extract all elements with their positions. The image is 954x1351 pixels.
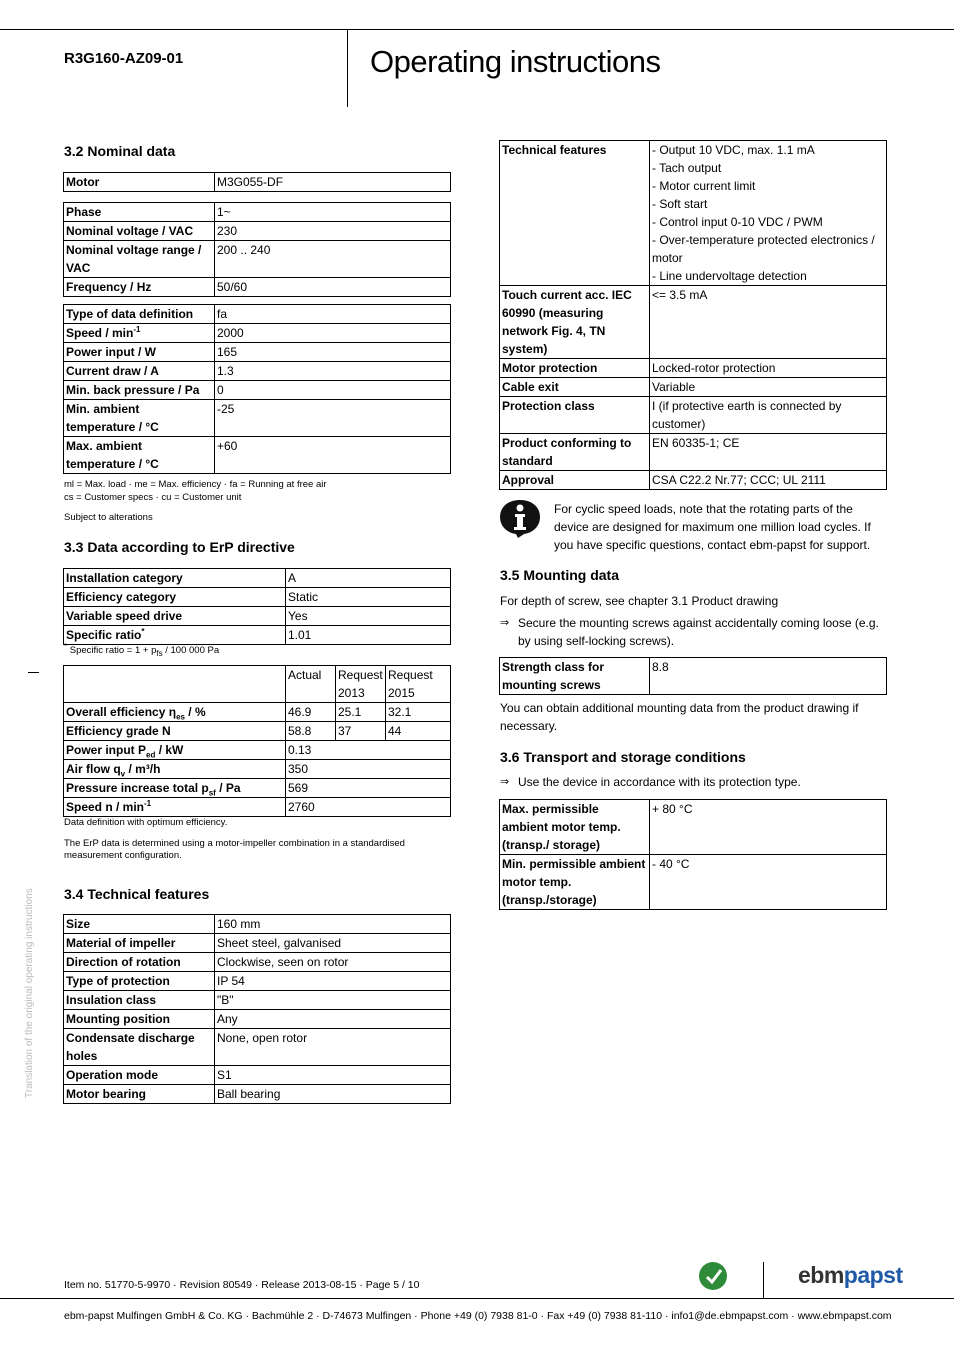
model-number: R3G160-AZ09-01	[64, 50, 184, 67]
transport-storage-table	[499, 799, 887, 910]
feature-item: - Tach output	[652, 161, 722, 175]
transport-bullet	[500, 773, 888, 791]
row-label: Variable speed drive	[64, 607, 286, 626]
ebmpapst-logo: ebmpapst	[798, 1262, 903, 1288]
row-label: Power input / W	[64, 343, 215, 362]
row-value: Yes	[286, 607, 451, 626]
table-row	[64, 1010, 451, 1029]
row-label: Min. back pressure / Pa	[64, 381, 215, 400]
table-row	[64, 324, 451, 343]
row-value: Ball bearing	[215, 1085, 451, 1104]
arrow-bullet-icon: ⇒	[500, 617, 510, 629]
table-row	[64, 569, 451, 588]
table-row	[64, 588, 451, 607]
mounting-bullet	[500, 614, 888, 650]
row-label: Nominal voltage / VAC	[64, 222, 215, 241]
value-r2015: 44	[386, 722, 451, 741]
feature-item: - Control input 0-10 VDC / PWM	[652, 215, 823, 229]
footer-item-info: Item no. 51770-5-9970 · Revision 80549 · Release 2013-08-15 · Page 5 / 10	[64, 1279, 420, 1291]
table-row	[500, 800, 887, 855]
row-value: fa	[215, 305, 451, 324]
empty-header-cell	[64, 666, 286, 703]
row-label: Max. permissible ambient motor temp. (transp./ storage)	[500, 800, 650, 855]
table-row	[64, 953, 451, 972]
table-row	[64, 703, 451, 722]
feature-item: - Output 10 VDC, max. 1.1 mA	[652, 143, 815, 157]
technical-features-list	[650, 141, 887, 286]
row-label: Max. ambient temperature / °C	[64, 437, 215, 474]
row-label: Approval	[500, 471, 650, 490]
row-value: Any	[215, 1010, 451, 1029]
row-value: Sheet steel, galvanised	[215, 934, 451, 953]
row-label: Motor	[64, 173, 215, 192]
section-heading-erp: 3.3 Data according to ErP directive	[64, 539, 295, 555]
erp-measurement-note: The ErP data is determined using a motor-impeller combination in a standardised measurement configuration.	[64, 838, 405, 861]
row-label: Size	[64, 915, 215, 934]
row-label: Technical features	[500, 141, 650, 286]
info-icon	[498, 498, 542, 538]
technical-features-table	[63, 914, 451, 1104]
row-label: Operation mode	[64, 1066, 215, 1085]
row-label: Overall efficiency $\eta_{es}$ / %	[64, 703, 286, 722]
row-label: Cable exit	[500, 378, 650, 397]
mounting-paragraph-2: You can obtain additional mounting data from the product drawing if necessary.	[500, 701, 859, 733]
table-row	[500, 658, 887, 695]
row-label: Efficiency category	[64, 588, 286, 607]
value-r2013: 25.1	[336, 703, 386, 722]
table-row	[64, 173, 451, 192]
row-value: 569	[286, 779, 451, 798]
table-row	[64, 241, 451, 278]
logo-divider	[763, 1262, 764, 1299]
cyclic-load-notice: For cyclic speed loads, note that the rotating parts of the device are designed for maximum one million load cycles. If you have specific questions, contact ebm-papst for support.	[554, 502, 871, 552]
data-definition-note: Data definition with optimum efficiency.	[64, 817, 228, 828]
feature-item: - Over-temperature protected electronics / motor	[652, 233, 875, 265]
operating-data-table	[63, 304, 451, 474]
feature-item: - Motor current limit	[652, 179, 756, 193]
row-value: S1	[215, 1066, 451, 1085]
electrical-table	[63, 202, 451, 297]
table-row	[64, 400, 451, 437]
table-row	[64, 760, 451, 779]
row-value: Variable	[650, 378, 887, 397]
feature-item: - Soft start	[652, 197, 708, 211]
row-label: Material of impeller	[64, 934, 215, 953]
table-row	[64, 1029, 451, 1066]
specific-ratio-note: * Specific ratio = $1 + p_{fs} / 100$ 000 Pa	[64, 641, 220, 658]
row-value: -25	[215, 400, 451, 437]
erp-efficiency-table	[63, 665, 451, 817]
row-value: - 40 °C	[650, 855, 887, 910]
feature-item: - Line undervoltage detection	[652, 269, 807, 283]
bullet-text: Use the device in accordance with its protection type.	[518, 775, 801, 789]
header-rule	[0, 29, 954, 30]
row-value: 0	[215, 381, 451, 400]
row-label: Protection class	[500, 397, 650, 434]
row-value: +60	[215, 437, 451, 474]
row-value: 2000	[215, 324, 451, 343]
section-heading-technical-features: 3.4 Technical features	[64, 886, 210, 902]
page-title: Operating instructions	[370, 44, 661, 79]
row-label: Installation category	[64, 569, 286, 588]
row-value: None, open rotor	[215, 1029, 451, 1066]
table-row	[500, 378, 887, 397]
row-label: Power input $P_{ed}$ / kW	[64, 741, 286, 760]
row-label: Current draw / A	[64, 362, 215, 381]
table-row	[500, 359, 887, 378]
table-row	[64, 915, 451, 934]
row-value: + 80 °C	[650, 800, 887, 855]
row-label: Direction of rotation	[64, 953, 215, 972]
row-label: Type of protection	[64, 972, 215, 991]
table-row	[64, 972, 451, 991]
row-value: 1~	[215, 203, 451, 222]
table-row	[500, 141, 887, 286]
row-label: Nominal voltage range / VAC	[64, 241, 215, 278]
row-value: 2760	[286, 798, 451, 817]
legend-line-2: cs = Customer specs · cu = Customer unit	[64, 492, 242, 503]
sidebar-translation-note: Translation of the original operating instructions	[24, 888, 35, 1098]
row-value: M3G055-DF	[215, 173, 451, 192]
row-value: A	[286, 569, 451, 588]
section-heading-mounting-data: 3.5 Mounting data	[500, 567, 619, 583]
greentech-icon	[698, 1261, 728, 1291]
row-label: Min. permissible ambient motor temp. (transp./storage)	[500, 855, 650, 910]
mounting-screws-table	[499, 657, 887, 695]
row-value: Clockwise, seen on rotor	[215, 953, 451, 972]
row-value: "B"	[215, 991, 451, 1010]
value-actual: 58.8	[286, 722, 336, 741]
table-row	[64, 305, 451, 324]
table-row	[64, 437, 451, 474]
row-label: Efficiency grade N	[64, 722, 286, 741]
footer-rule	[0, 1298, 954, 1299]
mounting-paragraph: For depth of screw, see chapter 3.1 Product drawing	[500, 594, 779, 608]
table-row	[64, 381, 451, 400]
row-label: Product conforming to standard	[500, 434, 650, 471]
value-r2015: 32.1	[386, 703, 451, 722]
legend-line-1: ml = Max. load · me = Max. efficiency · fa = Running at free air	[64, 479, 327, 490]
row-label: Phase	[64, 203, 215, 222]
table-row	[64, 779, 451, 798]
row-label: Condensate discharge holes	[64, 1029, 215, 1066]
table-row	[500, 397, 887, 434]
row-value: I (if protective earth is connected by customer)	[650, 397, 887, 434]
footer-address: ebm-papst Mulfingen GmbH & Co. KG · Bachmühle 2 · D-74673 Mulfingen · Phone +49 (0) 7938 81-0 · Fax +49 (0) 7938 81-110 · info1@de.ebmpapst.com · www.ebmpapst.com	[64, 1310, 892, 1322]
table-row	[500, 855, 887, 910]
row-value: 230	[215, 222, 451, 241]
value-actual: 46.9	[286, 703, 336, 722]
row-value: 1.01	[286, 626, 451, 645]
col-request-2013: Request 2013	[336, 666, 386, 703]
arrow-bullet-icon: ⇒	[500, 776, 510, 788]
row-label: Strength class for mounting screws	[500, 658, 650, 695]
row-label: Frequency / Hz	[64, 278, 215, 297]
row-value: 8.8	[650, 658, 887, 695]
row-label: Touch current acc. IEC 60990 (measuring network Fig. 4, TN system)	[500, 286, 650, 359]
section-heading-transport: 3.6 Transport and storage conditions	[500, 749, 746, 765]
row-value: Static	[286, 588, 451, 607]
row-value: EN 60335-1; CE	[650, 434, 887, 471]
row-label: Type of data definition	[64, 305, 215, 324]
row-label: Min. ambient temperature / °C	[64, 400, 215, 437]
row-value: 0.13	[286, 741, 451, 760]
bullet-text: Secure the mounting screws against accidentally coming loose (e.g. by using self-locking screws).	[518, 616, 879, 648]
row-value: <= 3.5 mA	[650, 286, 887, 359]
table-row	[64, 1085, 451, 1104]
table-row	[64, 222, 451, 241]
section-heading-nominal-data: 3.2 Nominal data	[64, 143, 176, 159]
table-row	[64, 607, 451, 626]
table-row	[64, 1066, 451, 1085]
row-label: Motor bearing	[64, 1085, 215, 1104]
table-row	[64, 798, 451, 817]
table-row	[500, 286, 887, 359]
table-row	[500, 434, 887, 471]
row-label: Mounting position	[64, 1010, 215, 1029]
col-request-2015: Request 2015	[386, 666, 451, 703]
subject-to-alterations: Subject to alterations	[64, 512, 153, 523]
col-actual: Actual	[286, 666, 336, 703]
technical-features-right-table	[499, 140, 887, 490]
row-value: 50/60	[215, 278, 451, 297]
table-row	[64, 203, 451, 222]
row-value: Locked-rotor protection	[650, 359, 887, 378]
header-divider	[347, 29, 348, 107]
row-label: Speed n / $\min^{-1}$	[64, 798, 286, 817]
table-row	[64, 278, 451, 297]
row-label: Speed / $\min^{-1}$	[64, 324, 215, 343]
row-label: Air flow $q_v / m^3/h$	[64, 760, 286, 779]
row-value: IP 54	[215, 972, 451, 991]
row-value: 160 mm	[215, 915, 451, 934]
table-row	[64, 362, 451, 381]
row-label: Insulation class	[64, 991, 215, 1010]
fold-mark	[28, 672, 39, 673]
table-row	[64, 722, 451, 741]
table-row	[64, 741, 451, 760]
row-value: 165	[215, 343, 451, 362]
row-label: Motor protection	[500, 359, 650, 378]
row-value: 350	[286, 760, 451, 779]
table-header-row	[64, 666, 451, 703]
table-row	[500, 471, 887, 490]
row-label: Specific ratio*	[64, 626, 286, 645]
table-row	[64, 934, 451, 953]
row-label: Pressure increase total $p_{sf}$ / Pa	[64, 779, 286, 798]
table-row	[64, 343, 451, 362]
table-row	[64, 991, 451, 1010]
row-value: 200 .. 240	[215, 241, 451, 278]
table-row	[64, 626, 451, 645]
motor-table	[63, 172, 451, 192]
value-r2013: 37	[336, 722, 386, 741]
row-value: 1.3	[215, 362, 451, 381]
erp-category-table	[63, 568, 451, 645]
row-value: CSA C22.2 Nr.77; CCC; UL 2111	[650, 471, 887, 490]
